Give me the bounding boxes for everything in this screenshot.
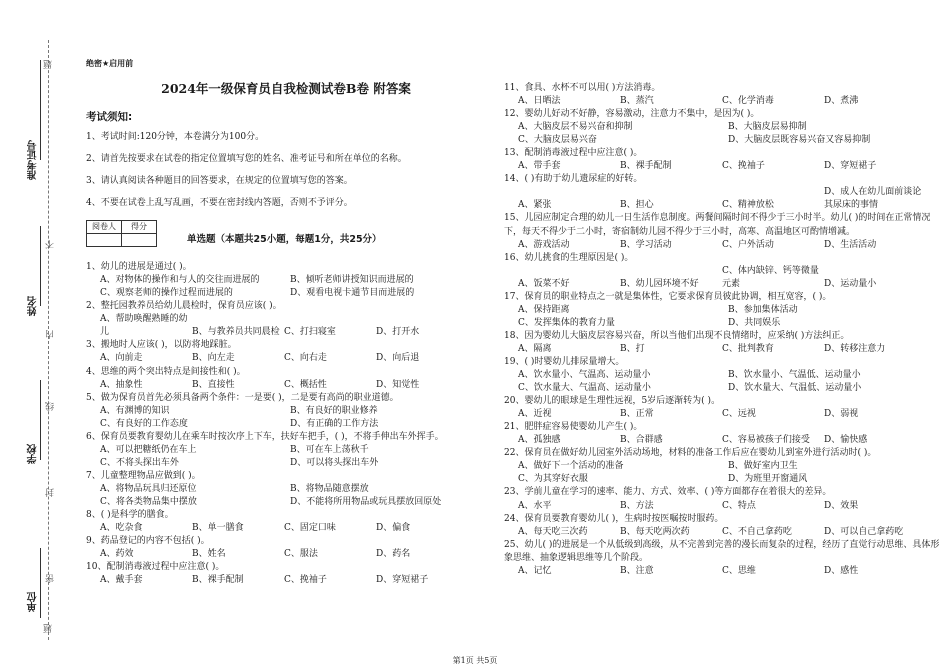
seal-char-4: 封 xyxy=(46,488,56,497)
answer-option[interactable]: C、大脑皮层易兴奋 xyxy=(518,135,597,146)
option-row xyxy=(100,418,486,431)
answer-option[interactable]: A、帮助唤醒熟睡的幼儿 xyxy=(100,314,188,338)
question-text: 18、因为婴幼儿大脑皮层容易兴奋，所以当他们出现不良情绪时，应采纳( )方法纠正。 xyxy=(504,330,850,341)
answer-option[interactable]: D、打开水 xyxy=(376,327,420,338)
answer-option[interactable]: B、担心 xyxy=(620,200,654,211)
answer-option[interactable]: C、服法 xyxy=(284,549,318,560)
answer-option[interactable]: B、有良好的职业修养 xyxy=(290,405,378,416)
school-label: 学校 xyxy=(28,444,39,464)
left-column xyxy=(86,58,486,587)
answer-option[interactable]: C、饮水量大、气温高、运动量小 xyxy=(518,383,651,394)
answer-option[interactable]: B、单一膳食 xyxy=(192,523,244,534)
answer-option[interactable]: B、倾听老师讲授知识而进展的 xyxy=(290,275,414,286)
unit-underline xyxy=(40,548,41,618)
answer-option[interactable]: C、有良好的工作态度 xyxy=(100,418,188,429)
answer-option[interactable]: C、化学消毒 xyxy=(722,96,774,107)
answer-option[interactable]: A、记忆 xyxy=(518,565,552,576)
option-row xyxy=(518,526,944,539)
question-text: 11、食具、水杯不可以用( )方法消毒。 xyxy=(504,83,661,93)
answer-option[interactable]: A、可以把糖纸仍在车上 xyxy=(100,444,197,455)
question-text: 13、配制消毒液过程中应注意( )。 xyxy=(504,148,643,159)
answer-option[interactable]: A、近视 xyxy=(518,409,552,420)
option-row xyxy=(100,457,486,470)
answer-option[interactable]: A、每天吃三次药 xyxy=(518,526,588,537)
answer-option[interactable]: C、概括性 xyxy=(284,379,327,390)
answer-option[interactable]: A、水平 xyxy=(518,500,552,511)
answer-option[interactable]: D、可以将头探出车外 xyxy=(290,457,379,468)
answer-option[interactable]: D、愉快感 xyxy=(824,435,868,446)
answer-option[interactable]: A、将物品玩具归还原位 xyxy=(100,483,197,494)
answer-option[interactable]: C、固定口味 xyxy=(284,523,336,534)
question-text: 1、幼儿的进展是通过( )。 xyxy=(86,262,192,273)
answer-option[interactable]: D、知觉性 xyxy=(376,379,420,390)
question-text: 8、( )是科学的膳食。 xyxy=(86,510,174,521)
option-row xyxy=(100,444,486,457)
option-row xyxy=(100,287,486,300)
option-row xyxy=(518,369,944,382)
answer-option[interactable]: C、远视 xyxy=(722,409,756,420)
answer-option[interactable]: B、合群感 xyxy=(620,435,663,446)
answer-option[interactable]: D、穿短裙子 xyxy=(376,575,429,586)
answer-option[interactable]: A、向前走 xyxy=(100,353,143,364)
option-row xyxy=(518,473,944,486)
answer-option[interactable]: A、有渊博的知识 xyxy=(100,405,170,416)
answer-option[interactable]: A、紧张 xyxy=(518,200,552,211)
answer-option[interactable]: D、大脑皮层既容易兴奋又容易抑制 xyxy=(728,135,871,146)
answer-option[interactable]: C、为其穿好衣服 xyxy=(518,474,588,485)
answer-option[interactable]: D、弱视 xyxy=(824,409,859,420)
answer-option[interactable]: A、对物体的操作和与人的交往而进展的 xyxy=(100,275,260,286)
answer-option[interactable]: B、与教养员共同晨检 xyxy=(192,327,280,338)
answer-option[interactable]: C、特点 xyxy=(722,500,756,511)
answer-option[interactable]: D、向后退 xyxy=(376,353,420,364)
answer-option[interactable]: B、幼儿园环境不好 xyxy=(620,278,699,289)
option-row xyxy=(518,134,944,147)
binding-margin xyxy=(0,0,78,671)
seal-line xyxy=(48,40,49,640)
option-row xyxy=(518,265,944,291)
exam-title: 2024年一级保育员自我检测试卷B卷 附答案 xyxy=(161,80,411,96)
answer-option[interactable]: D、共同娱乐 xyxy=(728,317,781,328)
seal-char-bottom: 题 xyxy=(44,624,54,633)
page-footer: 第1页 共5页 xyxy=(452,656,498,665)
answer-option[interactable]: D、感性 xyxy=(824,565,859,576)
option-row xyxy=(100,405,486,418)
answer-option[interactable]: A、做好下一个活动的准备 xyxy=(518,461,624,472)
name-underline xyxy=(40,226,41,306)
answer-option[interactable]: D、运动量小 xyxy=(824,278,877,289)
answer-option[interactable]: C、户外活动 xyxy=(722,239,774,250)
answer-option[interactable]: A、饮水量小、气温高、运动量小 xyxy=(518,370,651,381)
answer-option[interactable]: B、裸手配制 xyxy=(192,575,244,586)
answer-option[interactable]: B、大脑皮层易抑制 xyxy=(728,122,807,133)
secret-marker: 绝密★启用前 xyxy=(86,59,134,68)
question-text: 15、儿园应制定合理的幼儿一日生活作息制度。两餐间隔时间不得少于三小时半。幼儿( )的时间在正常情况下，每天不得少于二小时，寄宿制幼儿园不得少于三小时，高寒、高温地区可酌情增减。 xyxy=(504,213,931,237)
question-text: 23、学前儿童在学习的速率、能力、方式、效率、( )等方面都存在着很大的差异。 xyxy=(504,487,832,498)
answer-option[interactable]: C、向右走 xyxy=(284,353,327,364)
question-text: 17、保育员的职业特点之一就是集体性，它要求保育员彼此协调，相互宽容，( )。 xyxy=(504,291,832,302)
answer-option[interactable]: C、批判教育 xyxy=(722,343,774,354)
notice-item: 2、请首先按要求在试卷的指定位置填写您的姓名、准考证号和所在单位的名称。 xyxy=(86,153,407,164)
option-row xyxy=(100,548,486,561)
admission-number-underline xyxy=(40,60,41,160)
exam-notice xyxy=(86,110,486,210)
answer-option[interactable]: B、参加集体活动 xyxy=(728,304,798,315)
name-label: 姓名 xyxy=(28,296,39,316)
question-text: 14、( )有助于幼儿遗尿症的好转。 xyxy=(504,174,643,185)
school-underline xyxy=(40,380,41,460)
answer-option[interactable]: B、学习活动 xyxy=(620,239,672,250)
question-text: 20、婴幼儿的眼球是生理性远视，5岁后逐渐转为( )。 xyxy=(504,396,721,407)
answer-option[interactable]: D、生活活动 xyxy=(824,239,877,250)
option-row xyxy=(518,408,944,421)
answer-option[interactable]: D、成人在幼儿面前谈论其尿床的事情 xyxy=(824,187,922,211)
answer-option[interactable]: C、体内缺锌、钙等微量元素 xyxy=(722,265,819,289)
answer-option[interactable]: A、饭菜不好 xyxy=(518,278,570,289)
option-row xyxy=(518,239,944,252)
option-row xyxy=(518,121,944,134)
answer-option[interactable]: A、日晒法 xyxy=(518,96,561,107)
seal-char-5: 密 xyxy=(46,574,56,583)
answer-option[interactable]: A、戴手套 xyxy=(100,575,143,586)
option-row xyxy=(518,160,944,173)
answer-option[interactable]: C、打扫寝室 xyxy=(284,327,336,338)
option-row xyxy=(100,574,486,587)
answer-option[interactable]: B、饮水量小、气温低、运动量小 xyxy=(728,370,861,381)
question-text: 25、幼儿( )的进展是一个从低级到高级，从不完善到完善的漫长而复杂的过程，经历了直觉行动思维、具体形象思维、抽象逻辑思维等几个阶段。 xyxy=(504,539,940,563)
answer-option[interactable]: B、每天吃两次药 xyxy=(620,526,690,537)
option-row xyxy=(518,382,944,395)
answer-option[interactable]: D、为班里开窗通风 xyxy=(728,474,808,485)
answer-option[interactable]: D、可以自己拿药吃 xyxy=(824,526,904,537)
question-text: 21、肥胖症容易使婴幼儿产生( )。 xyxy=(504,422,643,433)
option-row xyxy=(518,460,944,473)
unit-label: 单位 xyxy=(28,592,39,612)
option-row xyxy=(100,274,486,287)
answer-option[interactable]: B、姓名 xyxy=(192,549,226,560)
answer-option[interactable]: D、效果 xyxy=(824,500,859,511)
option-row xyxy=(100,522,486,535)
answer-option[interactable]: B、正常 xyxy=(620,409,654,420)
question-text: 4、思维的两个突出特点是间接性和( )。 xyxy=(86,366,246,377)
answer-option[interactable]: A、游戏活动 xyxy=(518,239,570,250)
option-row xyxy=(518,343,944,356)
answer-option[interactable]: D、转移注意力 xyxy=(824,343,886,354)
option-row xyxy=(518,500,944,513)
question-list-left xyxy=(86,261,486,587)
option-row xyxy=(518,317,944,330)
answer-option[interactable]: B、可在车上荡秋千 xyxy=(290,444,369,455)
seal-char-2: 内 xyxy=(46,330,56,339)
answer-option[interactable]: C、容易被孩子们接受 xyxy=(722,435,810,446)
answer-option[interactable]: C、不自己拿药吃 xyxy=(722,526,792,537)
option-row xyxy=(100,483,486,496)
answer-option[interactable]: A、大脑皮层不易兴奋和抑制 xyxy=(518,122,633,133)
answer-option[interactable]: C、将各类物品集中摆放 xyxy=(100,496,197,507)
answer-option[interactable]: A、保持距离 xyxy=(518,304,570,315)
option-row xyxy=(518,186,944,212)
answer-option[interactable]: D、有正确的工作方法 xyxy=(290,418,379,429)
option-row xyxy=(518,304,944,317)
question-text: 3、搬地时人应该( )，以防将地踩脏。 xyxy=(86,340,237,351)
question-text: 10、配制消毒液过程中应注意( )。 xyxy=(86,562,225,573)
answer-option[interactable]: A、吃杂食 xyxy=(100,523,143,534)
notice-item: 4、不要在试卷上乱写乱画，不要在密封线内答题，否则不予评分。 xyxy=(86,198,353,209)
answer-option[interactable]: B、蒸汽 xyxy=(620,96,654,107)
answer-option[interactable]: D、穿短裙子 xyxy=(824,161,877,172)
option-row xyxy=(100,352,486,365)
option-row xyxy=(518,434,944,447)
question-text: 2、整托园教养员给幼儿晨检时，保育员应该( )。 xyxy=(86,301,282,312)
score-box xyxy=(86,220,157,247)
score-box-row xyxy=(86,220,486,247)
answer-option[interactable]: B、打 xyxy=(620,343,645,354)
answer-option[interactable]: D、偏食 xyxy=(376,523,411,534)
answer-option[interactable]: B、方法 xyxy=(620,500,654,511)
question-text: 22、保育员在做好幼儿园室外活动场地，材料的准备工作后应在婴幼儿到室外进行活动时( )。 xyxy=(504,448,877,459)
question-text: 6、保育员要教育婴幼儿在乘车时按次序上下车，扶好车把手，( )，不将手伸出车外挥手。 xyxy=(86,431,444,442)
answer-option[interactable]: D、饮水量大、气温低、运动量小 xyxy=(728,383,862,394)
answer-option[interactable]: D、药名 xyxy=(376,549,411,560)
answer-option[interactable]: B、向左走 xyxy=(192,353,235,364)
option-row xyxy=(518,565,944,578)
option-row xyxy=(100,496,486,509)
answer-option[interactable]: C、不将头探出车外 xyxy=(100,457,179,468)
right-column xyxy=(504,82,944,578)
score-cell: 得分 xyxy=(122,221,157,234)
question-text: 5、做为保育员首先必须具备两个条件：一是要( )，二是要有高尚的职业道德。 xyxy=(86,392,399,403)
option-row xyxy=(100,379,486,392)
reviewer-cell: 阅卷人 xyxy=(87,221,122,234)
admission-number-label: 准考证号 xyxy=(28,140,39,180)
notice-item: 3、请认真阅读各种题目的回答要求，在规定的位置填写您的答案。 xyxy=(86,176,353,187)
notice-item: 1、考试时间:120分钟，本卷满分为100分。 xyxy=(86,131,265,142)
answer-option[interactable]: A、药效 xyxy=(100,549,134,560)
answer-option[interactable]: C、精神放松 xyxy=(722,200,774,211)
option-row xyxy=(100,313,486,339)
question-text: 12、婴幼儿好动不好静，容易激动，注意力不集中，是因为( )。 xyxy=(504,109,760,120)
answer-option[interactable]: A、孤独感 xyxy=(518,435,561,446)
seal-char-top: 题 xyxy=(44,60,54,69)
question-text: 7、儿童整理物品应做到( )。 xyxy=(86,470,201,481)
answer-option[interactable]: A、隔离 xyxy=(518,343,552,354)
reviewer-blank[interactable] xyxy=(87,234,122,247)
answer-option[interactable]: C、发挥集体的教育力量 xyxy=(518,317,615,328)
score-blank[interactable] xyxy=(122,234,157,247)
answer-option[interactable]: D、观看电视卡通节目而进展的 xyxy=(290,288,415,299)
answer-option[interactable]: C、挽袖子 xyxy=(284,575,327,586)
answer-option[interactable]: A、带手套 xyxy=(518,161,561,172)
question-text: 24、保育员要教育婴幼儿( )，生病时按医嘱按时服药。 xyxy=(504,513,724,524)
answer-option[interactable]: B、将物品随意摆放 xyxy=(290,483,369,494)
section-heading: 单选题（本题共25小题，每题1分，共25分） xyxy=(187,234,382,246)
option-row xyxy=(518,95,944,108)
answer-option[interactable]: C、观察老师的操作过程而进展的 xyxy=(100,288,233,299)
question-text: 19、( )时婴幼儿排尿量增大。 xyxy=(504,356,625,367)
question-text: 16、幼儿挑食的生理原因是( )。 xyxy=(504,252,634,263)
answer-option[interactable]: B、直接性 xyxy=(192,379,235,390)
answer-option[interactable]: B、做好室内卫生 xyxy=(728,461,798,472)
answer-option[interactable]: A、抽象性 xyxy=(100,379,143,390)
answer-option[interactable]: B、裸手配制 xyxy=(620,161,672,172)
answer-option[interactable]: C、挽袖子 xyxy=(722,161,765,172)
seal-char-3: 线 xyxy=(46,402,56,411)
question-text: 9、药品登记的内容不包括( )。 xyxy=(86,536,210,547)
seal-char-1: 不 xyxy=(46,240,56,249)
answer-option[interactable]: D、不能将所用物品或玩具摆放回原处 xyxy=(290,496,442,507)
answer-option[interactable]: D、煮沸 xyxy=(824,96,859,107)
answer-option[interactable]: B、注意 xyxy=(620,565,654,576)
notice-heading: 考试须知: xyxy=(86,110,133,123)
question-list-right xyxy=(504,82,944,578)
answer-option[interactable]: C、思维 xyxy=(722,565,756,576)
